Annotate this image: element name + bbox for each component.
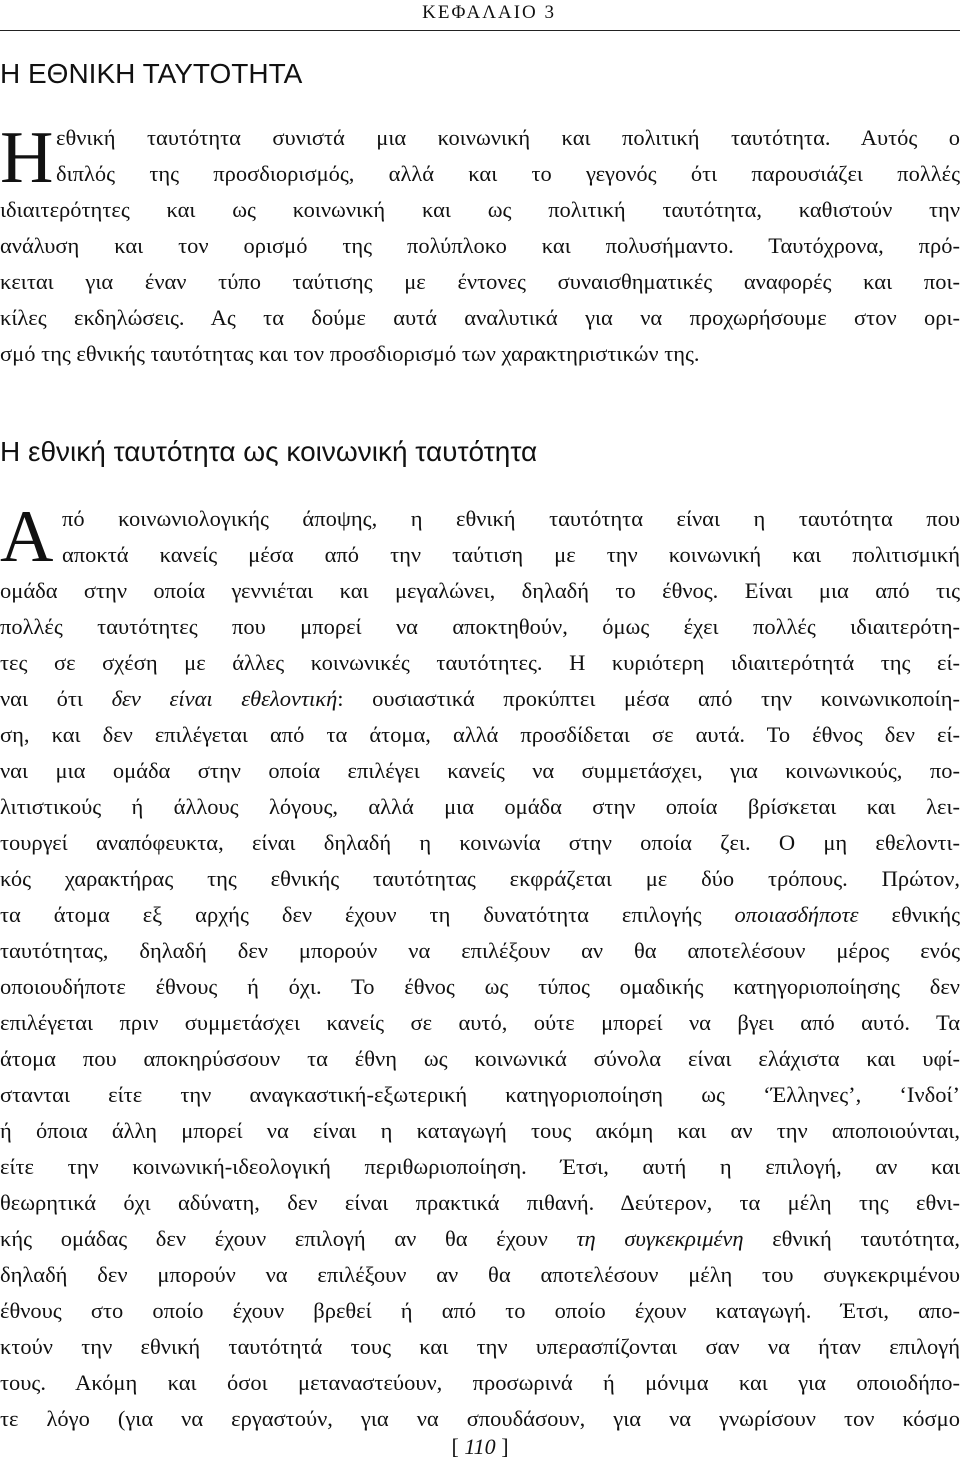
emphasis-text: τη συγκεκριμένη <box>576 1226 744 1251</box>
paragraph-line: κειται για έναν τύπο ταύτισης με έντονες συναισθηματικές αναφορές και ποι- <box>0 269 960 294</box>
paragraph-line: εθνική ταυτότητα συνιστά μια κοινωνική και πολιτική ταυτότητα. Αυτός ο <box>56 125 960 150</box>
paragraph-line: κίλες εκδηλώσεις. Ας τα δούμε αυτά αναλυτικά για να προχωρήσουμε στον ορι- <box>0 305 960 330</box>
text-run: εθνική ταυτότητα, <box>743 1226 960 1251</box>
paragraph-line: τους. Ακόμη και όσοι μεταναστεύουν, προσωρινά ή μόνιμα και για οποιοδήπο- <box>0 1370 960 1395</box>
paragraph-line: τουργεί αναπόφευκτα, είναι δηλαδή η κοινωνία στην οποία ζει. Ο μη εθελοντι- <box>0 830 960 855</box>
page-number: 110 <box>464 1434 496 1459</box>
running-header: ΚΕΦΑΛΑΙΟ 3 <box>422 2 556 23</box>
body-paragraph <box>0 496 960 1437</box>
paragraph-line <box>0 897 960 933</box>
text-run: τα άτομα εξ αρχής δεν έχουν τη δυνατότητα επιλογής <box>0 902 735 927</box>
emphasis-text: δεν είναι εθελοντική <box>111 686 338 711</box>
paragraph-line: ιδιαιτερότητες και ως κοινωνική και ως πολιτική ταυτότητα, καθιστούν την <box>0 197 960 222</box>
header-rule <box>0 30 960 31</box>
body-drop-cap: Α <box>0 496 54 578</box>
paragraph-line: λιτιστικούς ή άλλους λόγους, αλλά μια ομάδα στην οποία βρίσκεται και λει- <box>0 794 960 819</box>
text-run: εθνικής <box>858 902 960 927</box>
bracket-close: ] <box>501 1434 509 1459</box>
paragraph-line: τε λόγο (για να εργαστούν, για να σπουδάσουν, για να γνωρίσουν τον κόσμο <box>0 1406 960 1431</box>
paragraph-line: ταυτότητας, δηλαδή δεν μπορούν να επιλέξουν αν θα αποτελέσουν μέρος ενός <box>0 938 960 963</box>
paragraph-line: επιλέγεται πριν συμμετάσχει κανείς σε αυτό, ούτε μπορεί να βγει από αυτό. Τα <box>0 1010 960 1035</box>
paragraph-line: ή όποια άλλη μπορεί να είναι η καταγωγή τους ακόμη και αν την αποποιούνται, <box>0 1118 960 1143</box>
paragraph-line: κτούν την εθνική ταυτότητά τους και την υπερασπίζονται σαν να ήταν επιλογή <box>0 1334 960 1359</box>
paragraph-line: κός χαρακτήρας της εθνικής ταυτότητας εκφράζεται με δύο τρόπους. Πρώτον, <box>0 866 960 891</box>
paragraph-line: πό κοινωνιολογικής άποψης, η εθνική ταυτότητα είναι η ταυτότητα που <box>62 506 960 531</box>
text-run: κής ομάδας δεν έχουν επιλογή αν θα έχουν <box>0 1226 577 1251</box>
paragraph-line: οποιουδήποτε έθνους ή όχι. Το έθνος ως τύπος ομαδικής κατηγοριοποίησης δεν <box>0 974 960 999</box>
paragraph-line: ανάλυση και τον ορισμό της πολύπλοκο και πολυσήμαντο. Ταυτόχρονα, πρό- <box>0 233 960 258</box>
text-run: ναι ότι <box>0 686 112 711</box>
bracket-open: [ <box>451 1434 459 1459</box>
text-run: : ουσιαστικά προκύπτει μέσα από την κοινωνικοποίη- <box>337 686 960 711</box>
paragraph-line: σμό της εθνικής ταυτότητας και τον προσδιορισμό των χαρακτηριστικών της. <box>0 341 700 366</box>
paragraph-line: ναι μια ομάδα στην οποία επιλέγει κανείς να συμμετάσχει, για κοινωνικούς, πο- <box>0 758 960 783</box>
paragraph-line: ομάδα στην οποία γεννιέται και μεγαλώνει, δηλαδή το έθνος. Είναι μια από τις <box>0 578 960 603</box>
paragraph-line <box>0 681 960 717</box>
paragraph-line: ση, και δεν επιλέγεται από τα άτομα, αλλά προσδίδεται σε αυτά. Το έθνος δεν εί- <box>0 722 960 747</box>
page-number-footer <box>0 1434 960 1460</box>
emphasis-text: οποιασδήποτε <box>734 902 859 927</box>
section-title: Η εθνική ταυτότητα ως κοινωνική ταυτότητα <box>0 436 538 467</box>
paragraph-line: τες σε σχέση με άλλες κοινωνικές ταυτότητες. Η κυριότερη ιδιαιτερότητά της εί- <box>0 650 960 675</box>
paragraph-line: θεωρητικά όχι αδύνατη, δεν είναι πρακτικά πιθανή. Δεύτερον, τα μέλη της εθνι- <box>0 1190 960 1215</box>
paragraph-line: άτομα που αποκηρύσσουν τα έθνη ως κοινωνικά σύνολα είναι ελάχιστα και υφί- <box>0 1046 960 1071</box>
paragraph-line: αποκτά κανείς μέσα από την ταύτιση με την κοινωνική και πολιτισμική <box>62 542 960 567</box>
paragraph-line <box>0 1221 960 1257</box>
paragraph-line: στανται είτε την αναγκαστική-εξωτερική κατηγοριοποίηση ως ‘Έλληνες’, ‘Ινδοί’ <box>0 1082 960 1107</box>
intro-drop-cap: Η <box>0 117 54 199</box>
paragraph-line: είτε την κοινωνική-ιδεολογική περιθωριοποίηση. Έτσι, αυτή η επιλογή, αν και <box>0 1154 960 1179</box>
paragraph-line: δηλαδή δεν μπορούν να επιλέξουν αν θα αποτελέσουν μέλη του συγκεκριμένου <box>0 1262 960 1287</box>
paragraph-line: πολλές ταυτότητες που μπορεί να αποκτηθούν, όμως έχει πολλές ιδιαιτερότη- <box>0 614 960 639</box>
chapter-title: Η ΕΘΝΙΚΗ ΤΑΥΤΟΤΗΤΑ <box>0 58 303 89</box>
intro-paragraph <box>0 117 960 372</box>
paragraph-line: διπλός της προσδιορισμός, αλλά και το γεγονός ότι παρουσιάζει πολλές <box>56 161 960 186</box>
paragraph-line: έθνους στο οποίο έχουν βρεθεί ή από το οποίο έχουν καταγωγή. Έτσι, απο- <box>0 1298 960 1323</box>
